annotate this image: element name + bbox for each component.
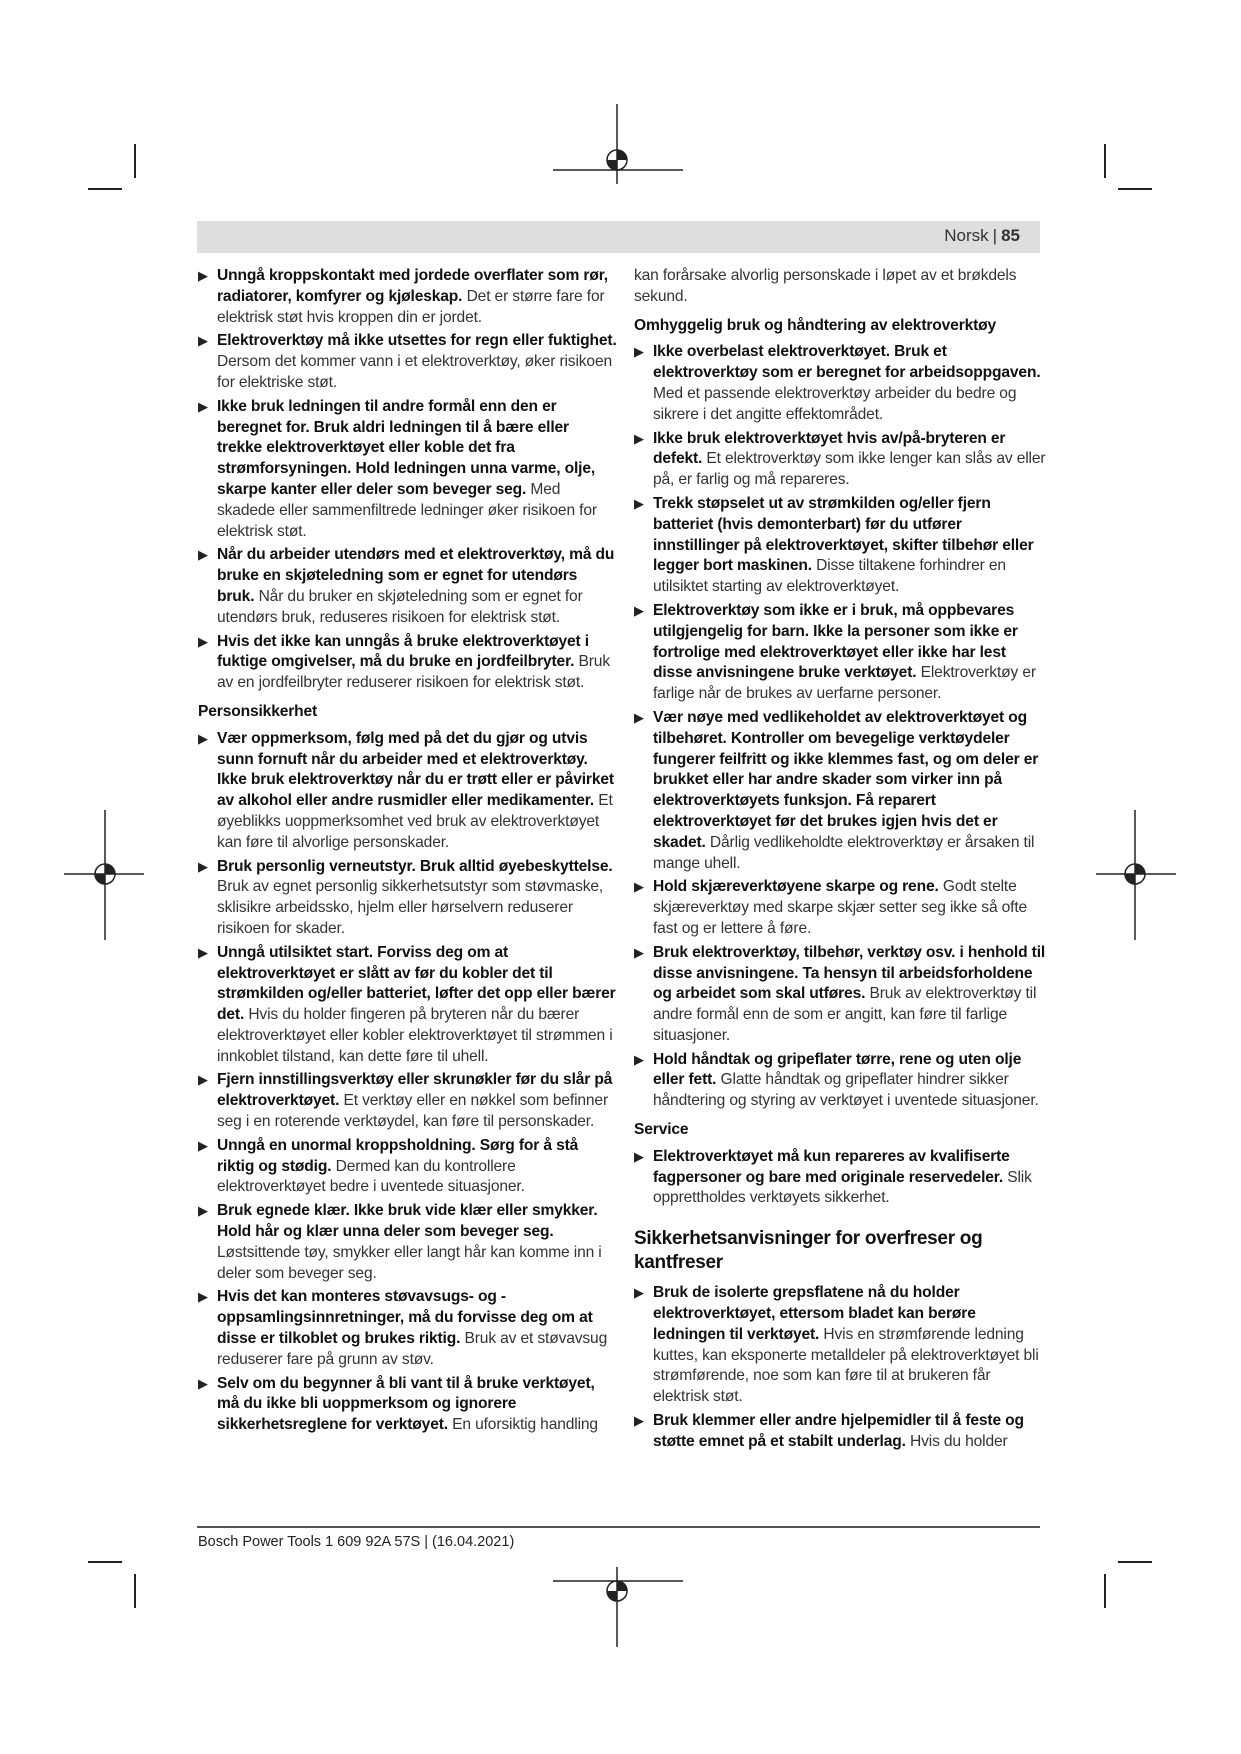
bullet-icon: ▶ [634, 1285, 644, 1301]
registration-mark-icon [64, 810, 144, 940]
bullet-icon: ▶ [198, 730, 208, 746]
list-item: ▶ Trekk støpselet ut av strømkilden og/eller fjern batteriet (hvis demonterbart) før du utfører innstillinger på elektroverktøyet, skifter tilbehør eller legger bort maskinen. Disse tiltakene forhindrer en utilsiktet starting av elektroverktøyet. [634, 494, 1034, 596]
list-item: ▶ Fjern innstillingsverktøy eller skrunøkler før du slår på elektroverktøyet. Et verktøy eller en nøkkel som befinner seg i en roterende verktøydel, kan føre til personskader. [198, 1071, 613, 1131]
list-item: ▶ Ikke bruk elektroverktøyet hvis av/på-bryteren er defekt. Et elektroverktøy som ikke lenger kan slås av eller på, er farlig og må repareres. [634, 429, 1046, 489]
bullet-icon: ▶ [198, 1203, 208, 1219]
list-item: ▶ Ikke bruk ledningen til andre formål enn den er beregnet for. Bruk aldri ledningen til å bære eller trekke elektroverktøyet eller koble det fra strømforsyningen. Hold ledningen unna varme, olje, skarpe kanter eller deler som beveger seg. Med skadede eller sammenfiltrede ledninger øker risikoen for elektrisk støt. [198, 397, 597, 540]
bullet-icon: ▶ [634, 709, 644, 725]
bullet-icon: ▶ [198, 1289, 208, 1305]
list-item: ▶ Bruk de isolerte grepsflatene nå du holder elektroverktøyet, ettersom bladet kan berøre ledningen til verktøyet. Hvis en strømførende ledning kuttes, kan eksponerte metalldeler på elektroverktøyet bli strømførende, noe som kan føre til at brukeren får elektrisk støt. [634, 1284, 1039, 1406]
list-item: ▶ Når du arbeider utendørs med et elektroverktøy, må du bruke en skjøteledning som er egnet for utendørs bruk. Når du bruker en skjøteledning som er egnet for utendørs bruk, reduseres risikoen for elektrisk støt. [198, 546, 615, 626]
crop-mark [134, 144, 136, 178]
crop-mark [1118, 188, 1152, 190]
left-column [198, 266, 618, 1439]
bullet-icon: ▶ [198, 944, 208, 960]
list-item: ▶ Hvis det kan monteres støvavsugs- og - oppsamlingsinnretninger, må du forvisse deg om at disse er tilkoblet og brukes riktig. Bruk av et støvavsug reduserer fare på grunn av støv. [198, 1288, 608, 1368]
list-item: ▶ Hold skjæreverktøyene skarpe og rene. Godt stelte skjæreverktøy med skarpe skjær setter seg ikke så ofte fast og er lettere å føre. [634, 878, 1028, 937]
bullet-icon: ▶ [198, 1072, 208, 1088]
crop-mark [1104, 144, 1106, 178]
list-item: ▶ Ikke overbelast elektroverktøyet. Bruk et elektroverktøy som er beregnet for arbeidsoppgaven. Med et passende elektroverktøy arbeider du bedre og sikrere i det angitte effektområdet. [634, 343, 1041, 423]
list-item: ▶ Unngå kroppskontakt med jordede overflater som rør, radiatorer, komfyrer og kjøleskap. Det er større fare for elektrisk støt hvis kroppen din er jordet. [198, 267, 608, 326]
list-item: ▶ Unngå en unormal kroppsholdning. Sørg for å stå riktig og stødig. Dermed kan du kontrollere elektroverktøyet bedre i uventede situasjoner. [198, 1136, 579, 1196]
page-number: 85 [1001, 226, 1020, 245]
header-separator: | [992, 226, 998, 245]
bullet-icon: ▶ [634, 944, 644, 960]
bullet-icon: ▶ [634, 430, 644, 446]
bullet-icon: ▶ [198, 398, 208, 414]
crop-mark [88, 1561, 122, 1563]
registration-mark-icon [1096, 810, 1176, 940]
bullet-icon: ▶ [634, 1051, 644, 1067]
bullet-icon: ▶ [198, 268, 208, 283]
section-heading-personal: Personsikkerhet [198, 702, 318, 720]
bullet-icon: ▶ [198, 858, 208, 874]
list-item: ▶ Elektroverktøy som ikke er i bruk, må oppbevares utilgjengelig for barn. Ikke la personer som ikke er fortrolige med elektroverktøyet eller ikke har lest disse anvisningene bruke verktøyet. Elektroverktøy er farlige når de brukes av uerfarne personer. [634, 601, 1036, 703]
crop-mark [88, 188, 122, 190]
header [944, 226, 1020, 246]
list-item: ▶ Bruk elektroverktøy, tilbehør, verktøy osv. i henhold til disse anvisningene. Ta hensyn til arbeidsforholdene og arbeidet som skal utføres. Bruk av elektroverktøy til andre formål enn de som er angitt, kan føre til farlige situasjoner. [634, 943, 1046, 1044]
bullet-icon: ▶ [634, 1413, 644, 1429]
list-item: ▶ Bruk klemmer eller andre hjelpemidler til å feste og støtte emnet på et stabilt underlag. Hvis du holder [634, 1412, 1024, 1450]
bullet-icon: ▶ [634, 602, 644, 618]
section-heading-service: Service [634, 1121, 689, 1139]
crop-mark [1104, 1574, 1106, 1608]
list-item: ▶ Hold håndtak og gripeflater tørre, rene og uten olje eller fett. Glatte håndtak og gripeflater hindrer sikker håndtering og styring av verktøyet i uventede situasjoner. [634, 1050, 1039, 1110]
bullet-icon: ▶ [634, 879, 644, 895]
list-item: ▶ Unngå utilsiktet start. Forviss deg om at elektroverktøyet er slått av før du kobler det til strømkilden og/eller batteriet, løfter det opp eller bærer det. Hvis du holder fingeren på bryteren når du bærer elektroverktøyet eller kobler elektroverktøyet til strømmen i innkoblet tilstand, kan dette føre til uhell. [198, 943, 616, 1065]
section-heading-usage: Omhyggelig bruk og håndtering av elektroverktøy [634, 316, 997, 334]
bullet-icon: ▶ [198, 1137, 208, 1153]
crop-mark [134, 1574, 136, 1608]
bullet-icon: ▶ [198, 633, 208, 649]
crop-mark [1118, 1561, 1152, 1563]
list-item: ▶ Bruk egnede klær. Ikke bruk vide klær eller smykker. Hold hår og klær unna deler som beveger seg. Løstsittende tøy, smykker eller langt hår kan komme inn i deler som beveger seg. [198, 1202, 602, 1282]
section-heading-router: Sikkerhetsanvisninger for overfreser og kantfreser [634, 1228, 983, 1274]
list-item: ▶ Bruk personlig verneutstyr. Bruk alltid øyebeskyttelse. Bruk av egnet personlig sikkerhetsutstyr som støvmaske, sklisikre arbeidssko, hjelm eller hørselvern reduserer risikoen for skader. [198, 857, 613, 937]
list-item: ▶ Vær oppmerksom, følg med på det du gjør og utvis sunn fornuft når du arbeider med et elektroverktøy. Ikke bruk elektroverktøy når du er trøtt eller er påvirket av alkohol eller andre rusmidler eller medikamenter. Et øyeblikks uoppmerksomhet ved bruk av elektroverktøyet kan føre til alvorlige personskader. [198, 729, 614, 851]
section-title: Norsk [944, 226, 989, 245]
bullet-icon: ▶ [198, 333, 208, 349]
bullet-icon: ▶ [198, 547, 208, 563]
list-item: ▶ Selv om du begynner å bli vant til å bruke verktøyet, må du ikke bli uoppmerksom og ignorere sikkerhetsreglene for verktøyet. En uforsiktig handling [198, 1374, 598, 1434]
footer: Bosch Power Tools 1 609 92A 57S | (16.04.2021) [198, 1534, 515, 1550]
bullet-icon: ▶ [634, 495, 644, 511]
list-item: ▶ Vær nøye med vedlikeholdet av elektroverktøyet og tilbehøret. Kontroller om bevegelige verktøydeler fungerer feilfritt og ikke klemmes fast, og om deler er brukket eller har andre skader som virker inn på elektroverktøyets funksjon. Få reparert elektroverktøyet før det brukes igjen hvis det er skadet. Dårlig vedlikeholdte elektroverktøy er årsaken til mange uhell. [634, 708, 1039, 872]
registration-mark-icon [553, 104, 683, 184]
list-item: ▶ Elektroverktøy må ikke utsettes for regn eller fuktighet. Dersom det kommer vann i et elektroverktøy, øker risikoen for elektriske støt. [198, 332, 617, 391]
header-band [197, 221, 1040, 253]
list-item: ▶ Elektroverktøyet må kun repareres av kvalifiserte fagpersoner og bare med originale reservedeler. Slik opprettholdes verktøyets sikkerhet. [634, 1147, 1032, 1207]
bullet-icon: ▶ [634, 1148, 644, 1164]
bullet-icon: ▶ [634, 344, 644, 360]
right-column [634, 266, 1046, 1456]
continued-text: kan forårsake alvorlig personskade i løpet av et brøkdels sekund. [634, 267, 1017, 305]
registration-mark-icon [553, 1567, 683, 1647]
list-item: ▶ Hvis det ikke kan unngås å bruke elektroverktøyet i fuktige omgivelser, må du bruke en jordfeilbryter. Bruk av en jordfeilbryter reduserer risikoen for elektrisk støt. [198, 632, 610, 692]
footer-rule [197, 1526, 1040, 1528]
bullet-icon: ▶ [198, 1375, 208, 1391]
